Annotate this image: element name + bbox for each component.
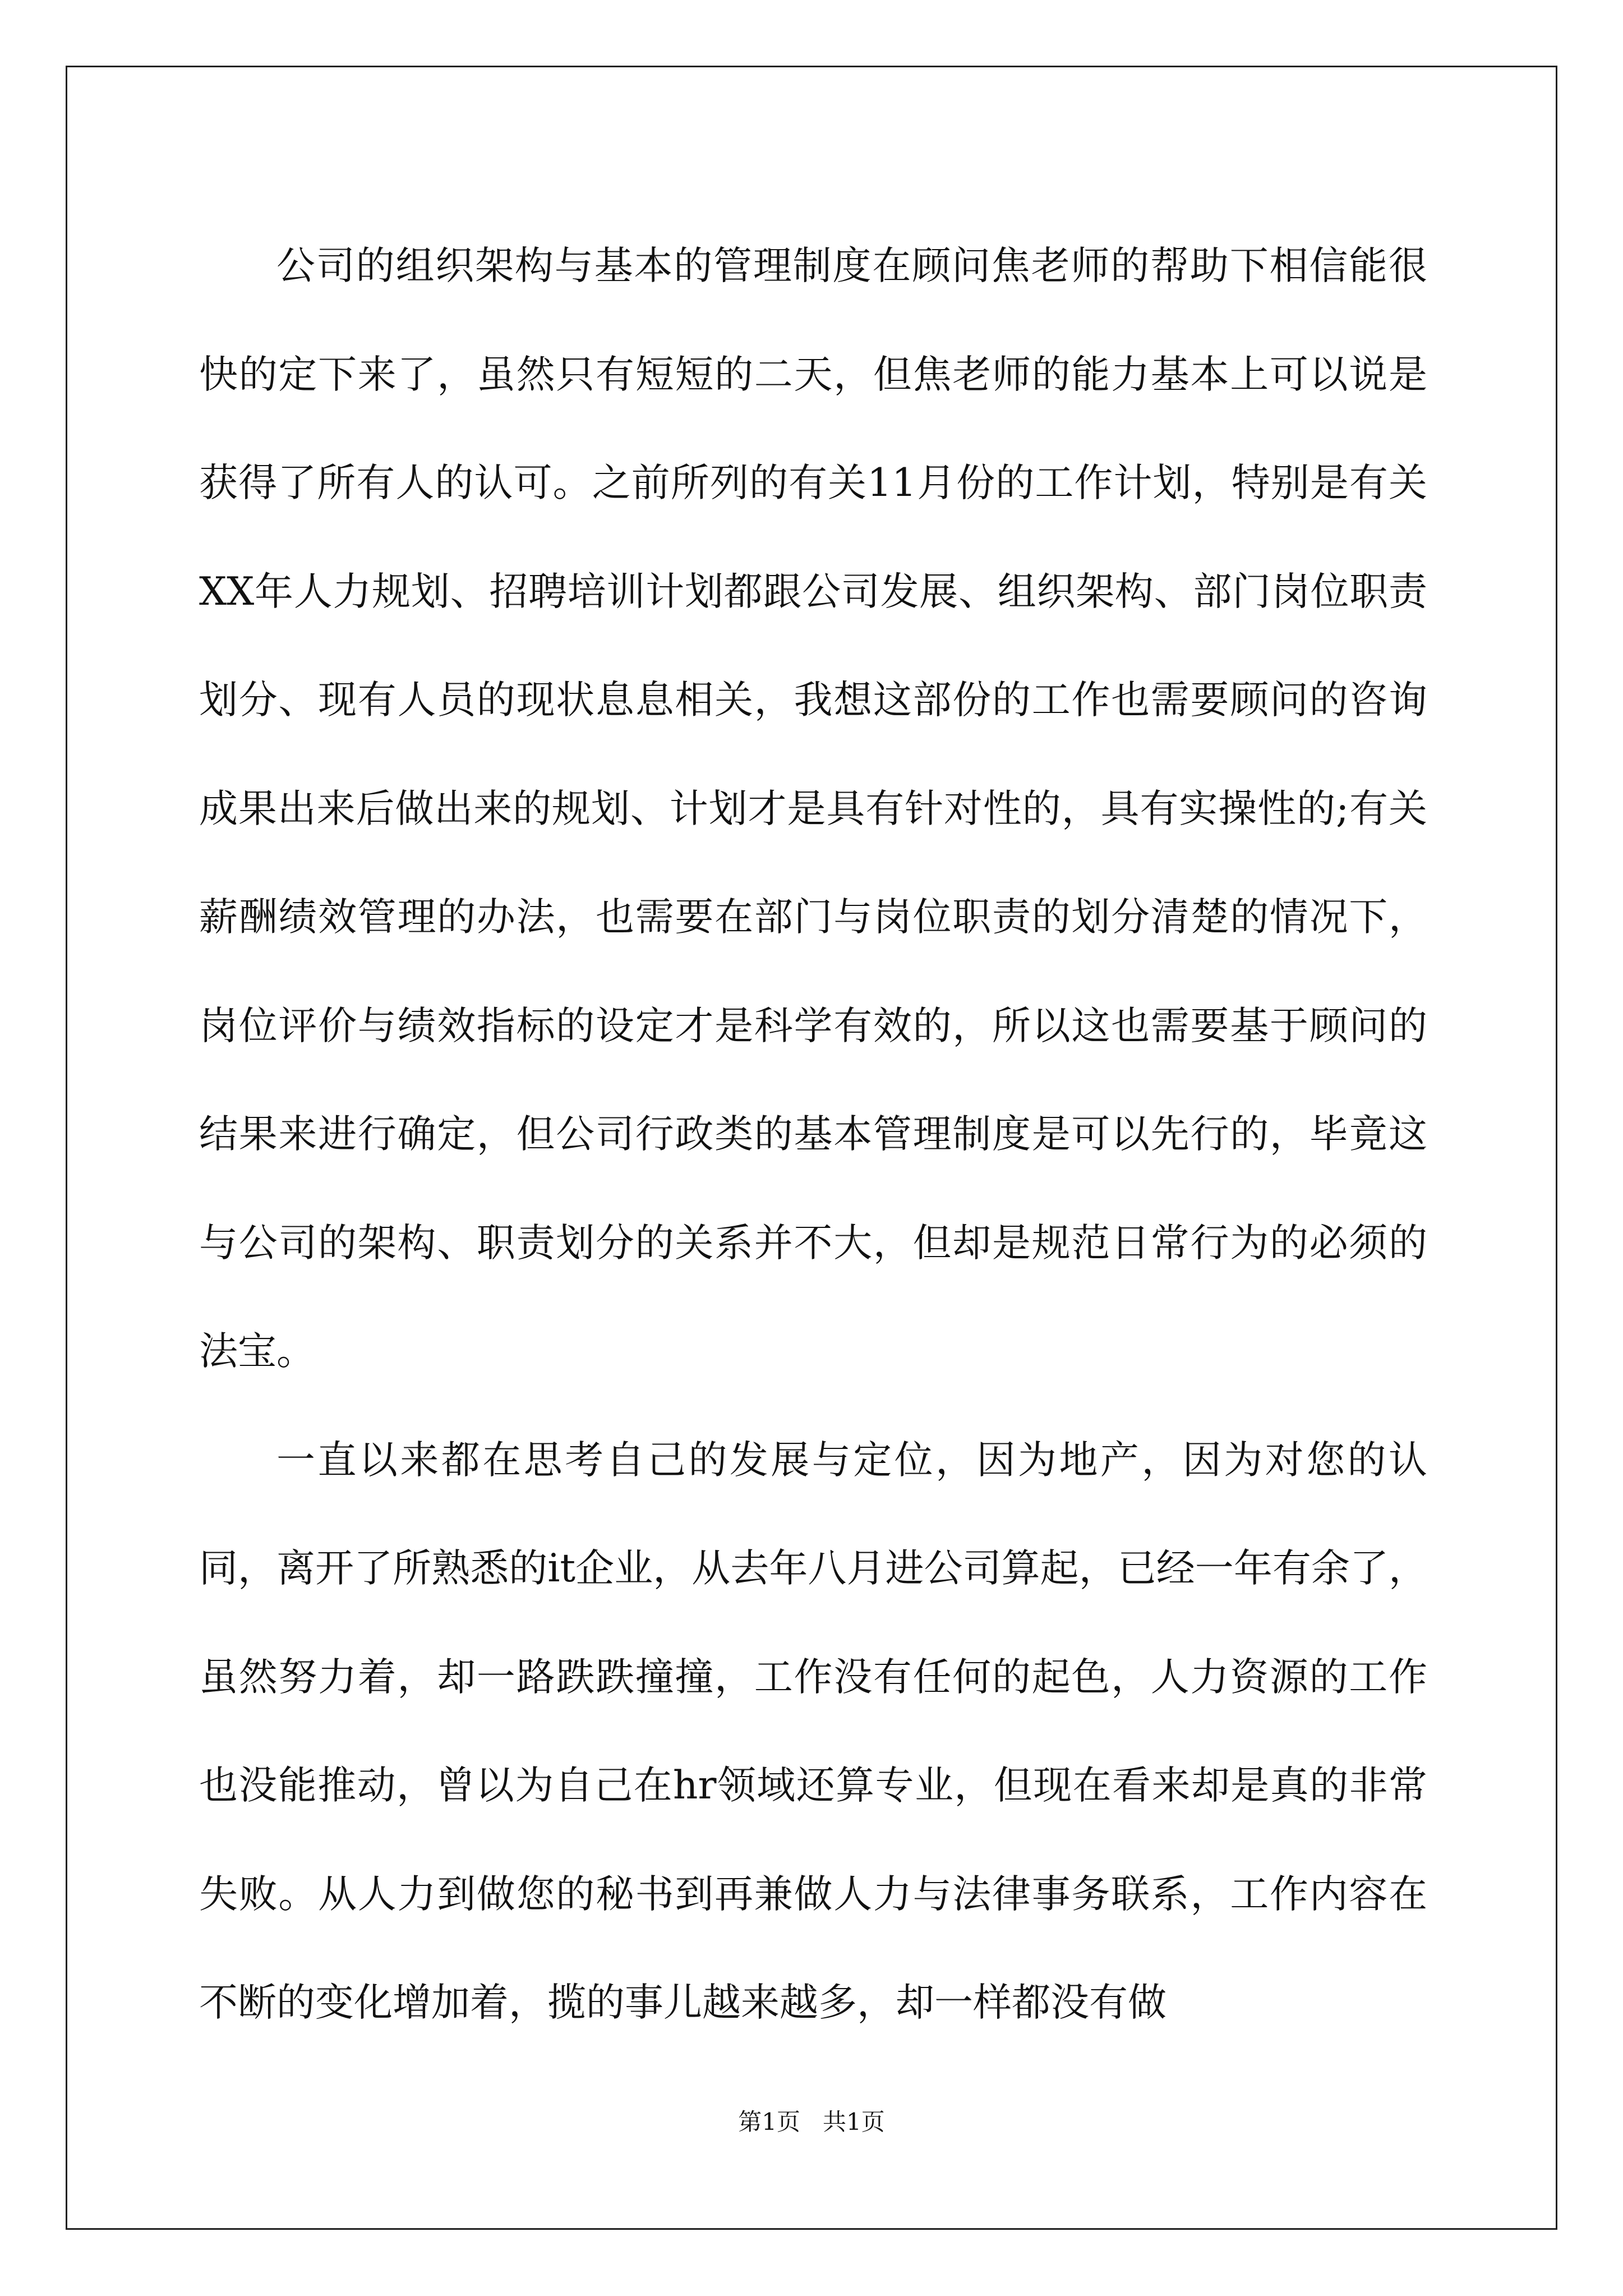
paragraph-2: 一直以来都在思考自己的发展与定位，因为地产，因为对您的认同，离开了所熟悉的it企业，从去年八月进公司算起，已经一年有余了，虽然努力着，却一路跌跌撞撞，工作没有任何的起色，人力资源的工作也没能推动，曾以为自己在hr领域还算专业，但现在看来却是真的非常失败。从人力到做您的秘书到再兼做人力与法律事务联系，工作内容在不断的变化增加着，揽的事儿越来越多，却一样都没有做 [199, 1437, 1427, 2025]
paragraph-1: 公司的组织架构与基本的管理制度在顾问焦老师的帮助下相信能很快的定下来了，虽然只有短短的二天，但焦老师的能力基本上可以说是获得了所有人的认可。之前所列的有关11月份的工作计划，特别是有关XX年人力规划、招聘培训计划都跟公司发展、组织架构、部门岗位职责划分、现有人员的现状息息相关，我想这部份的工作也需要顾问的咨询成果出来后做出来的规划、计划才是具有针对性的，具有实操性的;有关薪酬绩效管理的办法，也需要在部门与岗位职责的划分清楚的情况下，岗位评价与绩效指标的设定才是科学有效的，所以这也需要基于顾问的结果来进行确定，但公司行政类的基本管理制度是可以先行的，毕竟这与公司的架构、职责划分的关系并不大，但却是规范日常行为的必须的法宝。 [199, 243, 1427, 1374]
page-number-footer: 第1页 共1页 [738, 2108, 885, 2136]
document-body [199, 212, 1427, 2058]
